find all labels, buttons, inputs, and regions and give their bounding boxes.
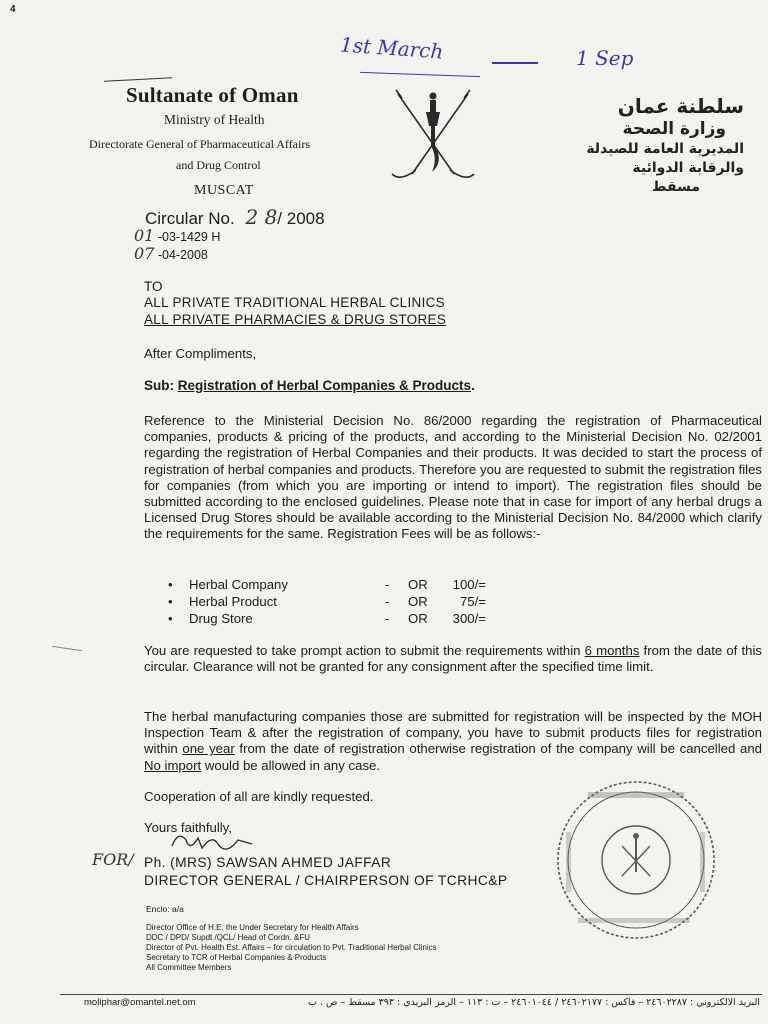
to-label: TO — [144, 279, 163, 294]
cc-item: All Committee Members — [146, 963, 232, 972]
arabic-line-1: سلطنة عمان — [617, 94, 744, 118]
deadline-text-2: from the date of this circular. Clearance will not be granted for any consignment after the specified time limit. — [144, 643, 763, 675]
cc-item: Director Office of H.E. the Under Secretary for Health Affairs — [146, 923, 359, 932]
signatory-title: DIRECTOR GENERAL / CHAIRPERSON OF TCRHC&P — [144, 873, 508, 888]
gregorian-day-handwritten: 07 — [134, 244, 155, 263]
signatory-name: Ph. (MRS) SAWSAN AHMED JAFFAR — [144, 855, 392, 870]
fee-currency: OR — [408, 577, 428, 592]
fee-dash: - — [385, 611, 390, 626]
hijri-day-handwritten: 01 — [134, 226, 155, 245]
inspection-text-1: The herbal manufacturing companies those are submitted for registration will be inspected by the MOH Inspection Team & after the registration of company, you have to submit products files for registration within — [144, 709, 762, 757]
page-number: 4 — [10, 4, 16, 15]
circular-year: / 2008 — [277, 209, 325, 228]
arabic-line-2: وزارة الصحة — [622, 119, 726, 139]
fee-amount: 300/= — [452, 611, 486, 626]
fee-currency: OR — [408, 594, 428, 609]
footer-email: moliphar@omantel.net.om — [84, 997, 196, 1008]
footer-rule — [60, 994, 762, 995]
inspection-period: one year — [182, 741, 235, 757]
bullet: • — [168, 577, 173, 592]
letterhead-country: Sultanate of Oman — [126, 83, 299, 107]
cc-item: Secretary to TCR of Herbal Companies & Products — [146, 953, 327, 962]
margin-mark — [52, 646, 82, 651]
paragraph-reference: Reference to the Ministerial Decision No. 86/2000 regarding the registration of Pharmaceutical companies, products & pricing of the products, and according to the Ministerial Decision No. 02/2001 regarding the registration of Herbal Companies and their products. It was decided to start the process of registration of herbal companies and products. Therefore you are requested to submit the registration files for companies (from which you are importing or intend to import). The registration files should be submitted according to the enclosed guidelines. Please note that in case for import of any herbal drugs a Licensed Drug Stores should be available according to the Ministerial Decision No. 84/2000 which clarify the requirements for the same. Registration Fees will be as follows:- — [144, 413, 762, 542]
letterhead-directorate-2: and Drug Control — [176, 158, 261, 172]
fee-row — [168, 610, 488, 627]
fee-item: Herbal Product — [189, 594, 277, 609]
salutation: After Compliments, — [144, 346, 257, 361]
letterhead-rule — [104, 77, 172, 82]
deadline-text-1: You are requested to take prompt action to submit the requirements within — [144, 643, 585, 658]
fee-row — [168, 593, 488, 610]
paragraph-inspection — [144, 709, 762, 774]
cc-item: Director of Pvt. Health Est. Affairs – for circulation to Pvt. Traditional Herbal Clinics — [146, 943, 437, 952]
fee-currency: OR — [408, 611, 428, 626]
to-recipient-1: ALL PRIVATE TRADITIONAL HERBAL CLINICS — [144, 295, 445, 310]
handwritten-underline — [360, 72, 480, 77]
hijri-date — [134, 226, 220, 245]
fee-dash: - — [385, 594, 390, 609]
no-import-text: No import — [144, 757, 202, 773]
subject-prefix: Sub: — [144, 378, 174, 393]
fee-item: Herbal Company — [189, 577, 288, 592]
gregorian-date-rest: -04-2008 — [157, 248, 208, 262]
arabic-letterhead — [560, 94, 744, 196]
official-stamp — [548, 772, 724, 948]
handwritten-start-date: 1st March — [339, 32, 445, 64]
fee-amount: 75/= — [459, 594, 486, 609]
fee-item: Drug Store — [189, 611, 253, 626]
oman-emblem — [388, 86, 478, 186]
paragraph-deadline — [144, 643, 762, 675]
hijri-date-rest: -03-1429 H — [157, 230, 221, 244]
circular-number-handwritten: 2 8 — [245, 205, 278, 229]
fee-row — [168, 576, 488, 593]
letterhead-ministry: Ministry of Health — [164, 112, 265, 127]
for-handwritten: FOR/ — [92, 850, 134, 869]
subject-text: Registration of Herbal Companies & Products — [177, 378, 472, 393]
inspection-text-2: from the date of registration otherwise registration of the company will be cancelled and — [234, 741, 762, 757]
cc-item: DDC / DPD/ Supdt /QCL/ Head of Cordn. &FU — [146, 933, 311, 942]
footer-arabic-address: البريد الالكتروني : ٢٤٦٠٢٢٨٧ – فاكس : ٢٤٦٠٢١٧٧ / ٢٤٦٠١٠٤٤ – ت : ١١٣ – الرمز البريدي : ٣٩٣ مسقط – ص . ب — [307, 997, 760, 1008]
bullet: • — [168, 611, 173, 626]
subject-line — [144, 378, 475, 393]
subject-end: . — [471, 378, 475, 393]
letterhead-directorate-1: Directorate General of Pharmaceutical Affairs — [89, 137, 311, 151]
arabic-line-4: والرقابة الدوائية — [632, 160, 744, 176]
arabic-line-3: المديرية العامة للصيدلة — [586, 141, 744, 157]
gregorian-date — [134, 244, 208, 263]
handwritten-end-date: 1 Sep — [576, 46, 634, 70]
circular-label: Circular No. — [145, 209, 235, 228]
cooperation-line: Cooperation of all are kindly requested. — [144, 789, 374, 804]
bullet: • — [168, 594, 173, 609]
to-recipient-2: ALL PRIVATE PHARMACIES & DRUG STORES — [144, 312, 447, 327]
closing: Yours faithfully, — [144, 820, 232, 835]
enclosure-note: Enclo: a/a — [146, 904, 184, 914]
fee-dash: - — [385, 577, 390, 592]
letterhead-city: MUSCAT — [194, 183, 254, 198]
deadline-period: 6 months — [584, 643, 640, 658]
fee-amount: 100/= — [452, 577, 486, 592]
handwritten-dash — [492, 62, 538, 64]
inspection-text-3: would be allowed in any case. — [201, 757, 381, 773]
arabic-line-5: مسقط — [652, 179, 700, 195]
